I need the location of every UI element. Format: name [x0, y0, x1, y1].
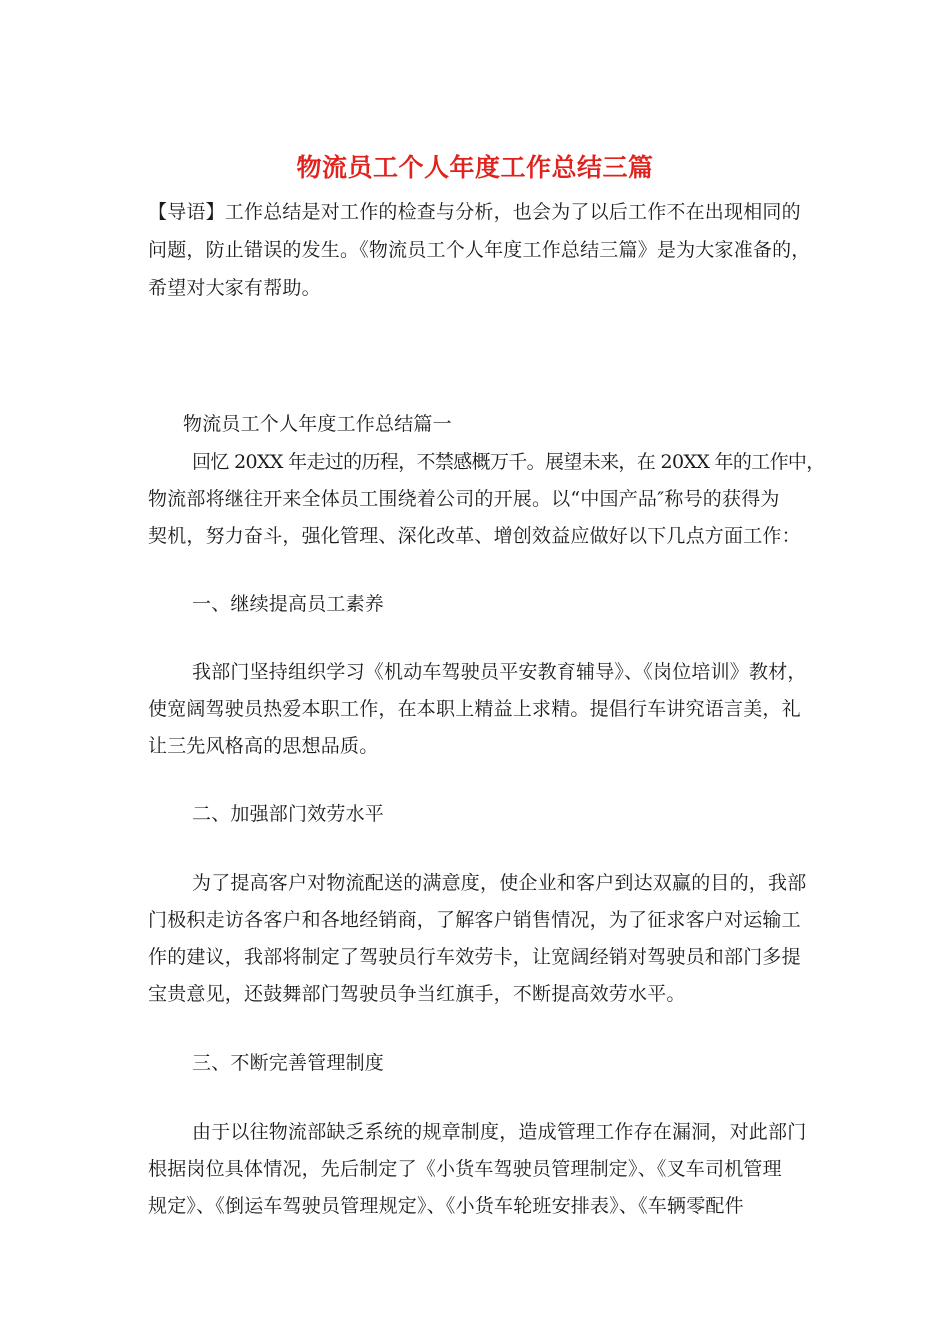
paragraph-line: 让三先风格高的思想品质。: [148, 735, 379, 757]
paragraph-line: 作的建议，我部将制定了驾驶员行车效劳卡，让宽阔经销对驾驶员和部门多提: [148, 946, 801, 968]
paragraph-line: 契机，努力奋斗，强化管理、深化改革、增创效益应做好以下几点方面工作：: [148, 525, 801, 547]
section-heading: 二、加强部门效劳水平: [192, 803, 385, 825]
paragraph-line: 门极积走访各客户和各地经销商，了解客户销售情况，为了征求客户对运输工: [148, 909, 801, 931]
paragraph-line: 宝贵意见，还鼓舞部门驾驶员争当红旗手，不断提高效劳水平。: [148, 983, 686, 1005]
document-title: 物流员工个人年度工作总结三篇: [296, 153, 654, 182]
paragraph-line: 回忆 20XX 年走过的历程，不禁感概万千。展望未来，在 20XX 年的工作中，: [192, 451, 825, 473]
part1-heading: 物流员工个人年度工作总结篇一: [183, 413, 452, 435]
section-heading: 一、继续提高员工素养: [192, 593, 385, 615]
paragraph-line: 规定》、《倒运车驾驶员管理规定》、《小货车轮班安排表》、《车辆零配件: [148, 1195, 744, 1217]
paragraph-line: 我部门坚持组织学习《机动车驾驶员平安教育辅导》、《岗位培训》教材，: [192, 661, 807, 683]
intro-line: 问题，防止错误的发生。《物流员工个人年度工作总结三篇》是为大家准备的，: [148, 239, 811, 261]
intro-line: 【导语】工作总结是对工作的检查与分析，也会为了以后工作不在出现相同的: [148, 201, 801, 223]
section-heading: 三、不断完善管理制度: [192, 1052, 385, 1074]
paragraph-line: 为了提高客户对物流配送的满意度，使企业和客户到达双赢的目的，我部: [192, 872, 807, 894]
intro-line: 希望对大家有帮助。: [148, 277, 321, 299]
paragraph-line: 物流部将继往开来全体员工围绕着公司的开展。以“中国产品″称号的获得为: [148, 488, 780, 510]
paragraph-line: 由于以往物流部缺乏系统的规章制度，造成管理工作存在漏洞，对此部门: [192, 1121, 807, 1143]
paragraph-line: 使宽阔驾驶员热爱本职工作，在本职上精益上求精。提倡行车讲究语言美，礼: [148, 698, 801, 720]
paragraph-line: 根据岗位具体情况，先后制定了《小货车驾驶员管理制定》、《叉车司机管理: [148, 1158, 782, 1180]
